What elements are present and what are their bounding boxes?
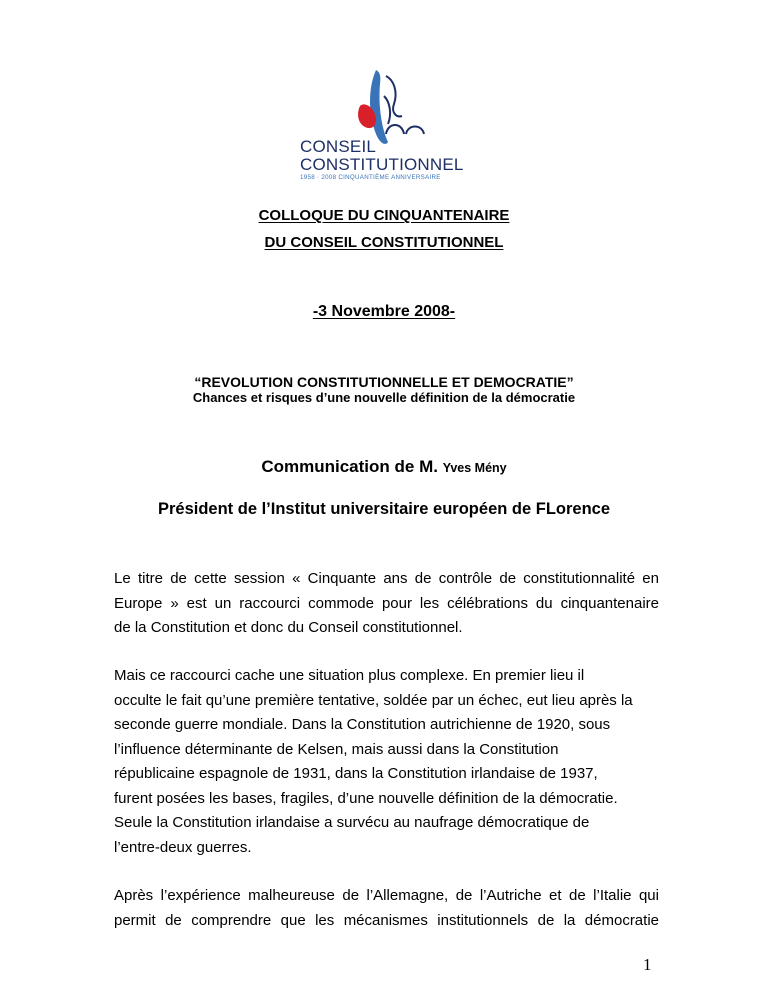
paragraph-line: occulte le fait qu’une première tentative, soldée par un échec, eut lieu après la [114,691,633,709]
paragraph-3 [114,884,659,933]
speaker-name: Yves Mény [442,461,507,475]
communication-prefix: Communication de M. [261,457,438,476]
paragraph-line: Europe » est un raccourci commode pour les célébrations du cinquantenaire [114,594,659,612]
talk-subtitle: Chances et risques d’une nouvelle définition de la démocratie [192,390,576,405]
paragraph-line: Mais ce raccourci cache une situation plus complexe. En premier lieu il [114,667,585,684]
logo-word-conseil: CONSEIL [300,137,377,156]
logo-figure-outline [384,76,402,124]
event-date: -3 Novembre 2008- [312,303,456,320]
paragraph-line: permit de comprendre que les mécanismes institutionnels de la démocratie [114,911,659,929]
colloque-title-line1: COLLOQUE DU CINQUANTENAIRE [258,207,510,224]
paragraph-line: furent posées les bases, fragiles, d’une nouvelle définition de la démocratie. [114,789,618,807]
logo-word-constitutionnel: CONSTITUTIONNEL [300,155,464,174]
talk-title: “REVOLUTION CONSTITUTIONNELLE ET DEMOCRATIE” [194,374,574,390]
paragraph-1 [114,567,659,641]
logo-arch-right [406,127,424,135]
speaker-affiliation: Président de l’Institut universitaire européen de FLorence [157,500,611,518]
paragraph-line: Après l’expérience malheureuse de l’Allemagne, de l’Autriche et de l’Italie qui [114,887,659,904]
paragraph-line: seconde guerre mondiale. Dans la Constitution autrichienne de 1920, sous [114,716,611,733]
paragraph-line: l’entre-deux guerres. [114,838,252,856]
paragraph-line: républicaine espagnole de 1931, dans la Constitution irlandaise de 1937, [114,765,598,782]
logo-arch-left [386,125,404,134]
paragraph-line: de la Constitution et donc du Conseil constitutionnel. [114,619,463,636]
communication-line [0,457,768,477]
paragraph-line: l’influence déterminante de Kelsen, mais aussi dans la Constitution [114,740,559,758]
paragraph-line: Seule la Constitution irlandaise a survécu au naufrage démocratique de [114,814,590,831]
paragraph-2 [114,664,659,860]
logo-subtitle: 1958 · 2008 CINQUANTIÈME ANNIVERSAIRE [300,174,441,181]
page-number: 1 [643,955,652,974]
paragraph-line: Le titre de cette session « Cinquante ans de contrôle de constitutionnalité en [114,570,659,587]
colloque-title-line2: DU CONSEIL CONSTITUTIONNEL [264,234,504,251]
